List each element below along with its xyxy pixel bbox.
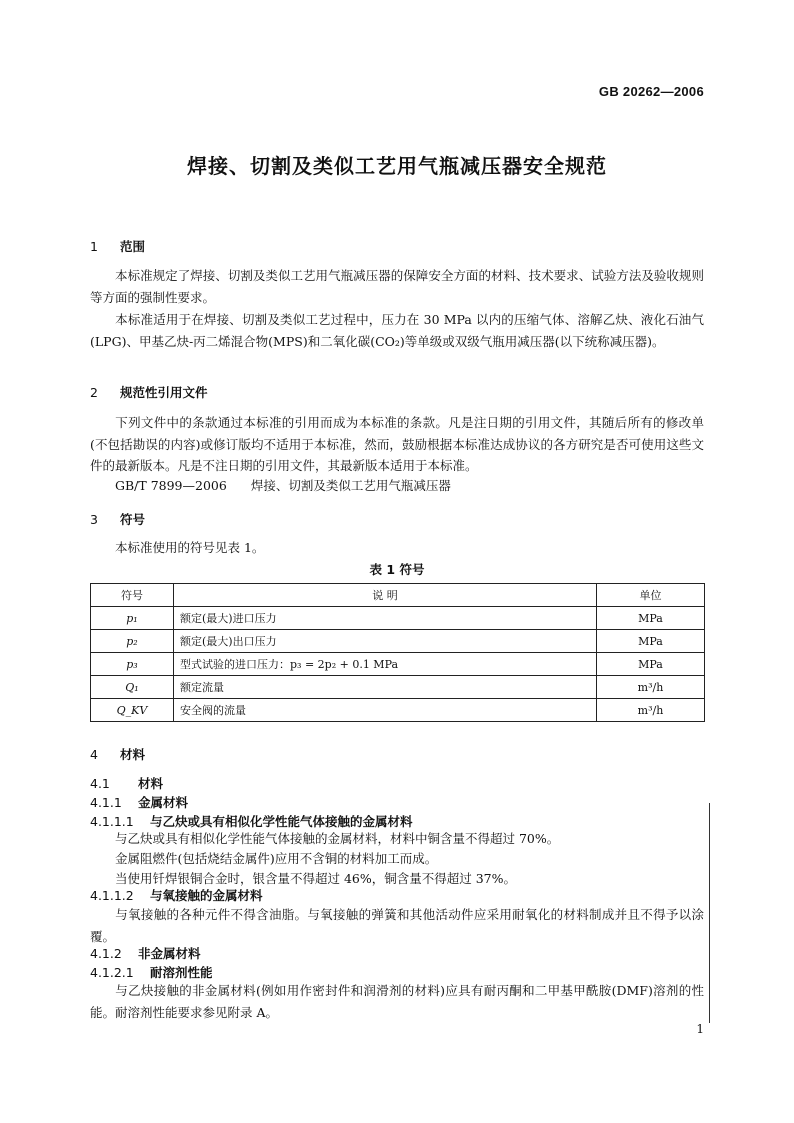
symbols-table [90,583,705,722]
symbols-paragraph [90,537,704,559]
unit-cell: MPa [597,653,705,676]
symbol-cell: Q_KV [91,699,174,722]
table-row [91,676,705,699]
paragraph-text: 当使用钎焊银铜合金时，银含量不得超过 46%，铜含量不得超过 37%。 [115,871,517,886]
section-number: 4 [90,747,98,762]
oxygen-contact-paragraph [90,904,704,947]
section-title: 规范性引用文件 [120,385,208,400]
table-row [91,630,705,653]
section-3-heading [90,510,145,528]
copper-content-paragraph [90,828,704,850]
subsection-heading [90,774,163,792]
description-cell: 额定(最大)进口压力 [174,607,597,630]
subsection-number: 4.1.2.1 [90,965,134,980]
paragraph-text: 下列文件中的条款通过本标准的引用而成为本标准的条款。凡是注日期的引用文件，其随后所有的修改单(不包括勘误的内容)或修订版均不适用于本标准，然而，鼓励根据本标准达成协议的各方研究是否可使用这些文件的最新版本。凡是不注日期的引用文件，其最新版本适用于本标准。 [90,415,704,473]
section-title: 范围 [120,239,146,254]
paragraph-text: 本标准规定了焊接、切割及类似工艺用气瓶减压器的保障安全方面的材料、技术要求、试验方法及验收规则等方面的强制性要求。 [90,268,704,305]
subsection-number: 4.1.2 [90,946,122,961]
header-cell-description: 说 明 [174,584,597,607]
symbol-cell: p₃ [91,653,174,676]
subsection-title: 与氧接触的金属材料 [150,888,263,903]
section-2-heading [90,383,208,401]
unit-cell: MPa [597,607,705,630]
section-number: 2 [90,385,98,400]
flame-arrestor-paragraph [90,848,704,870]
reference-entry [115,476,451,494]
scope-paragraph-1 [90,265,704,308]
subsection-number: 4.1.1 [90,795,122,810]
subsection-title: 与乙炔或具有相似化学性能气体接触的金属材料 [150,814,413,829]
paragraph-text: 本标准适用于在焊接、切割及类似工艺过程中，压力在 30 MPa 以内的压缩气体、溶解乙炔、液化石油气(LPG)、甲基乙炔-丙二烯混合物(MPS)和二氧化碳(CO₂)等单级或双级气瓶用减压器(以下统称减压器)。 [90,312,704,349]
paragraph-text: 本标准使用的符号见表 1。 [115,540,265,555]
symbol-cell: p₁ [91,607,174,630]
symbol-cell: Q₁ [91,676,174,699]
table-caption: 表 1 符号 [369,562,425,577]
subsection-title: 材料 [138,776,164,791]
section-title: 材料 [120,747,146,762]
section-number: 1 [90,239,98,254]
section-1-heading [90,237,145,255]
paragraph-text: 与乙炔或具有相似化学性能气体接触的金属材料，材料中铜含量不得超过 70%。 [115,831,560,846]
unit-cell: MPa [597,630,705,653]
scope-paragraph-2 [90,309,704,352]
table-row [91,653,705,676]
subsection-heading [90,886,263,904]
section-4-heading [90,745,145,763]
reference-code: GB/T 7899—2006 [115,478,227,493]
paragraph-text: 与乙炔接触的非金属材料(例如用作密封件和润滑剂的材料)应具有耐丙酮和二甲基甲酰胺(DMF)溶剂的性能。耐溶剂性能要求参见附录 A。 [90,983,704,1020]
subsection-title: 金属材料 [138,795,189,810]
paragraph-text: 与氧接触的各种元件不得含油脂。与氧接触的弹簧和其他活动件应采用耐氧化的材料制成并且不得予以涂覆。 [90,907,704,944]
subsection-title: 非金属材料 [138,946,201,961]
symbol-cell: p₂ [91,630,174,653]
subsection-title: 耐溶剂性能 [150,965,213,980]
unit-cell: m³/h [597,699,705,722]
header-cell-unit: 单位 [597,584,705,607]
description-cell: 额定流量 [174,676,597,699]
subsection-number: 4.1.1.2 [90,888,134,903]
reference-title: 焊接、切割及类似工艺用气瓶减压器 [250,478,451,493]
subsection-heading [90,793,188,811]
table-header-row [91,584,705,607]
paragraph-text: 金属阻燃件(包括烧结金属件)应用不含铜的材料加工而成。 [115,851,438,866]
subsection-heading [90,963,213,981]
standard-code: GB 20262—2006 [598,84,704,99]
subsection-number: 4.1 [90,776,110,791]
revision-bar [709,803,710,1023]
description-cell: 额定(最大)出口压力 [174,630,597,653]
table-row [91,699,705,722]
header-cell-symbol: 符号 [91,584,174,607]
document-title: 焊接、切割及类似工艺用气瓶减压器安全规范 [187,154,607,178]
subsection-number: 4.1.1.1 [90,814,134,829]
unit-cell: m³/h [597,676,705,699]
description-cell: 型式试验的进口压力：p₃ = 2p₂ + 0.1 MPa [174,653,597,676]
table-row [91,607,705,630]
subsection-heading [90,944,201,962]
section-number: 3 [90,512,98,527]
references-paragraph [90,412,704,477]
section-title: 符号 [120,512,146,527]
description-cell: 安全阀的流量 [174,699,597,722]
solvent-resistance-paragraph [90,980,704,1023]
page-number: 1 [696,1022,704,1036]
